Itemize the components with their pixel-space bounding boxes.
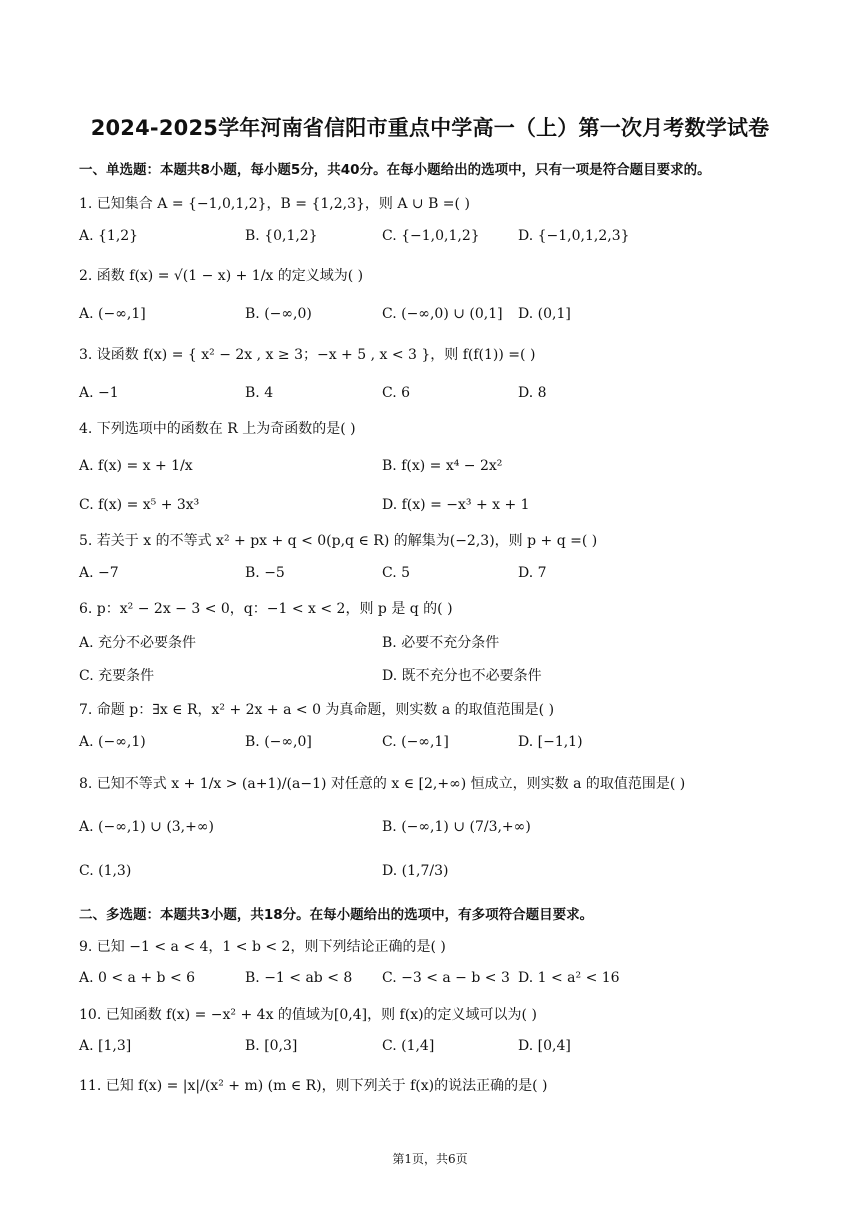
q2-option-d: D. (0,1] [518, 306, 571, 322]
question-6-stem: 6. p：x² − 2x − 3 < 0，q：−1 < x < 2，则 p 是 q 的( ) [79, 601, 453, 617]
page-footer: 第1页，共6页 [392, 1152, 468, 1166]
q2-option-c: C. (−∞,0) ∪ (0,1] [382, 306, 503, 322]
q7-option-a: A. (−∞,1) [79, 734, 146, 750]
q3-option-b: B. 4 [245, 385, 274, 401]
q10-option-a: A. [1,3] [79, 1038, 132, 1054]
question-3-stem: 3. 设函数 f(x) = { x² − 2x , x ≥ 3；−x + 5 , x < 3 }，则 f(f(1)) =( ) [79, 347, 536, 363]
q10-option-b: B. [0,3] [245, 1038, 298, 1054]
q8-option-a: A. (−∞,1) ∪ (3,+∞) [79, 819, 214, 835]
question-8-stem: 8. 已知不等式 x + 1/x > (a+1)/(a−1) 对任意的 x ∈ [2,+∞) 恒成立，则实数 a 的取值范围是( ) [79, 776, 686, 792]
q1-option-c: C. {−1,0,1,2} [382, 228, 480, 244]
q4-option-a: A. f(x) = x + 1/x [79, 458, 193, 474]
q3-option-d: D. 8 [518, 385, 547, 401]
q9-option-d: D. 1 < a² < 16 [518, 970, 620, 986]
q1-option-a: A. {1,2} [79, 228, 139, 244]
section-heading-multiple-choice: 二、多选题：本题共3小题，共18分。在每小题给出的选项中，有多项符合题目要求。 [79, 907, 594, 923]
question-4-stem: 4. 下列选项中的函数在 R 上为奇函数的是( ) [79, 421, 356, 437]
q9-option-c: C. −3 < a − b < 3 [382, 970, 510, 986]
q4-option-b: B. f(x) = x⁴ − 2x² [382, 458, 503, 474]
q1-option-d: D. {−1,0,1,2,3} [518, 228, 630, 244]
q5-option-c: C. 5 [382, 565, 411, 581]
q6-option-a: A. 充分不必要条件 [79, 635, 197, 651]
q8-option-d: D. (1,7/3) [382, 863, 449, 879]
q8-option-c: C. (1,3) [79, 863, 132, 879]
q8-option-b: B. (−∞,1) ∪ (7/3,+∞) [382, 819, 531, 835]
q4-option-c: C. f(x) = x⁵ + 3x³ [79, 497, 200, 513]
q5-option-a: A. −7 [79, 565, 119, 581]
q2-option-a: A. (−∞,1] [79, 306, 146, 322]
q6-option-b: B. 必要不充分条件 [382, 635, 500, 651]
question-10-stem: 10. 已知函数 f(x) = −x² + 4x 的值域为[0,4]，则 f(x)的定义域可以为( ) [79, 1007, 537, 1023]
q4-option-d: D. f(x) = −x³ + x + 1 [382, 497, 530, 513]
q1-option-b: B. {0,1,2} [245, 228, 318, 244]
q7-option-c: C. (−∞,1] [382, 734, 449, 750]
q6-option-c: C. 充要条件 [79, 668, 155, 684]
q3-option-a: A. −1 [79, 385, 119, 401]
q3-option-c: C. 6 [382, 385, 411, 401]
q5-option-d: D. 7 [518, 565, 547, 581]
question-2-stem: 2. 函数 f(x) = √(1 − x) + 1/x 的定义域为( ) [79, 268, 364, 284]
q7-option-b: B. (−∞,0] [245, 734, 312, 750]
q7-option-d: D. [−1,1) [518, 734, 583, 750]
q2-option-b: B. (−∞,0) [245, 306, 312, 322]
question-5-stem: 5. 若关于 x 的不等式 x² + px + q < 0(p,q ∈ R) 的解集为(−2,3)，则 p + q =( ) [79, 533, 598, 549]
page-title: 2024-2025学年河南省信阳市重点中学高一（上）第一次月考数学试卷 [90, 116, 770, 140]
q9-option-b: B. −1 < ab < 8 [245, 970, 353, 986]
q9-option-a: A. 0 < a + b < 6 [79, 970, 196, 986]
question-7-stem: 7. 命题 p：∃x ∈ R，x² + 2x + a < 0 为真命题，则实数 a 的取值范围是( ) [79, 702, 555, 718]
question-1-stem: 1. 已知集合 A = {−1,0,1,2}，B = {1,2,3}，则 A ∪ B =( ) [79, 196, 470, 212]
q10-option-d: D. [0,4] [518, 1038, 571, 1054]
question-9-stem: 9. 已知 −1 < a < 4，1 < b < 2，则下列结论正确的是( ) [79, 939, 446, 955]
q10-option-c: C. (1,4] [382, 1038, 435, 1054]
q6-option-d: D. 既不充分也不必要条件 [382, 668, 542, 684]
question-11-stem: 11. 已知 f(x) = |x|/(x² + m) (m ∈ R)，则下列关于 f(x)的说法正确的是( ) [79, 1078, 548, 1094]
q5-option-b: B. −5 [245, 565, 285, 581]
section-heading-single-choice: 一、单选题：本题共8小题，每小题5分，共40分。在每小题给出的选项中，只有一项是符合题目要求的。 [79, 162, 711, 178]
